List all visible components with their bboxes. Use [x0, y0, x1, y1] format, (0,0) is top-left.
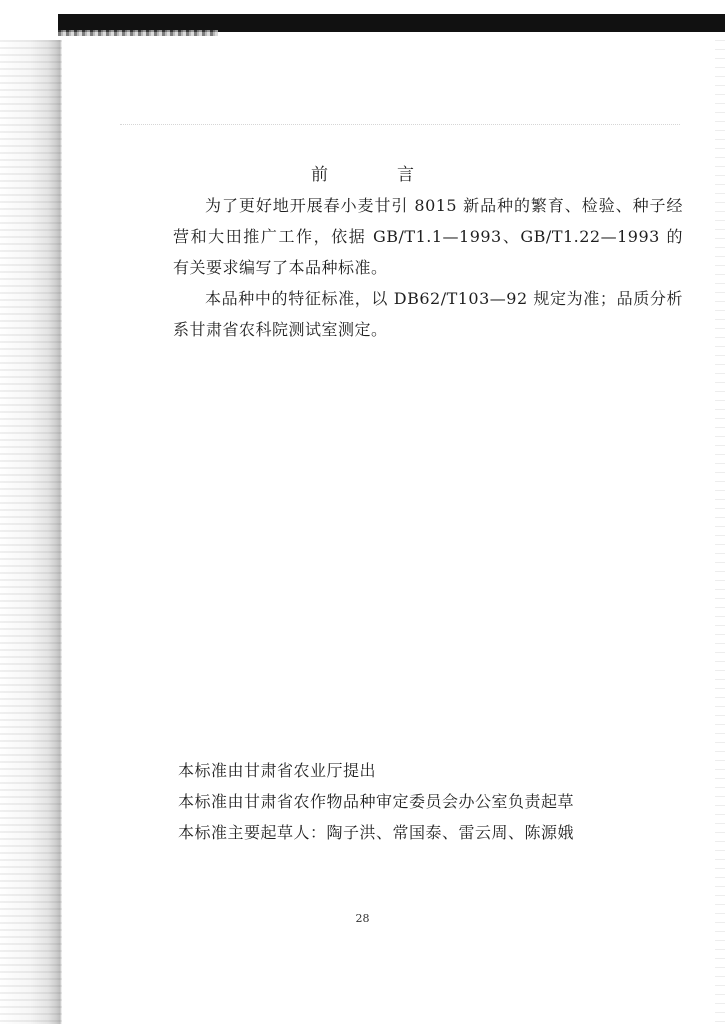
foreword-paragraph-2: 本品种中的特征标准，以 DB62/T103—92 规定为准；品质分析系甘肃省农科院测试室测定。 — [173, 289, 683, 339]
scan-right-edge — [715, 40, 725, 1024]
foreword-body — [173, 190, 683, 345]
page-number: 28 — [355, 912, 370, 925]
scan-top-noise — [58, 30, 218, 36]
foreword-paragraph-1: 为了更好地开展春小麦甘引 8015 新品种的繁育、检验、种子经营和大田推广工作，依据 GB/T1.1—1993、GB/T1.22—1993 的有关要求编写了本品种标准。 — [173, 196, 683, 277]
proposer-line: 本标准由甘肃省农业厅提出 — [178, 761, 377, 780]
main-drafters-line: 本标准主要起草人：陶子洪、常国泰、雷云周、陈源娥 — [178, 823, 575, 842]
foreword-title: 前 言 — [311, 165, 440, 185]
scan-binding-edge — [0, 40, 62, 1024]
bleed-through-line — [120, 124, 680, 125]
drafting-info — [178, 755, 638, 848]
drafting-office-line: 本标准由甘肃省农作物品种审定委员会办公室负责起草 — [178, 792, 575, 811]
